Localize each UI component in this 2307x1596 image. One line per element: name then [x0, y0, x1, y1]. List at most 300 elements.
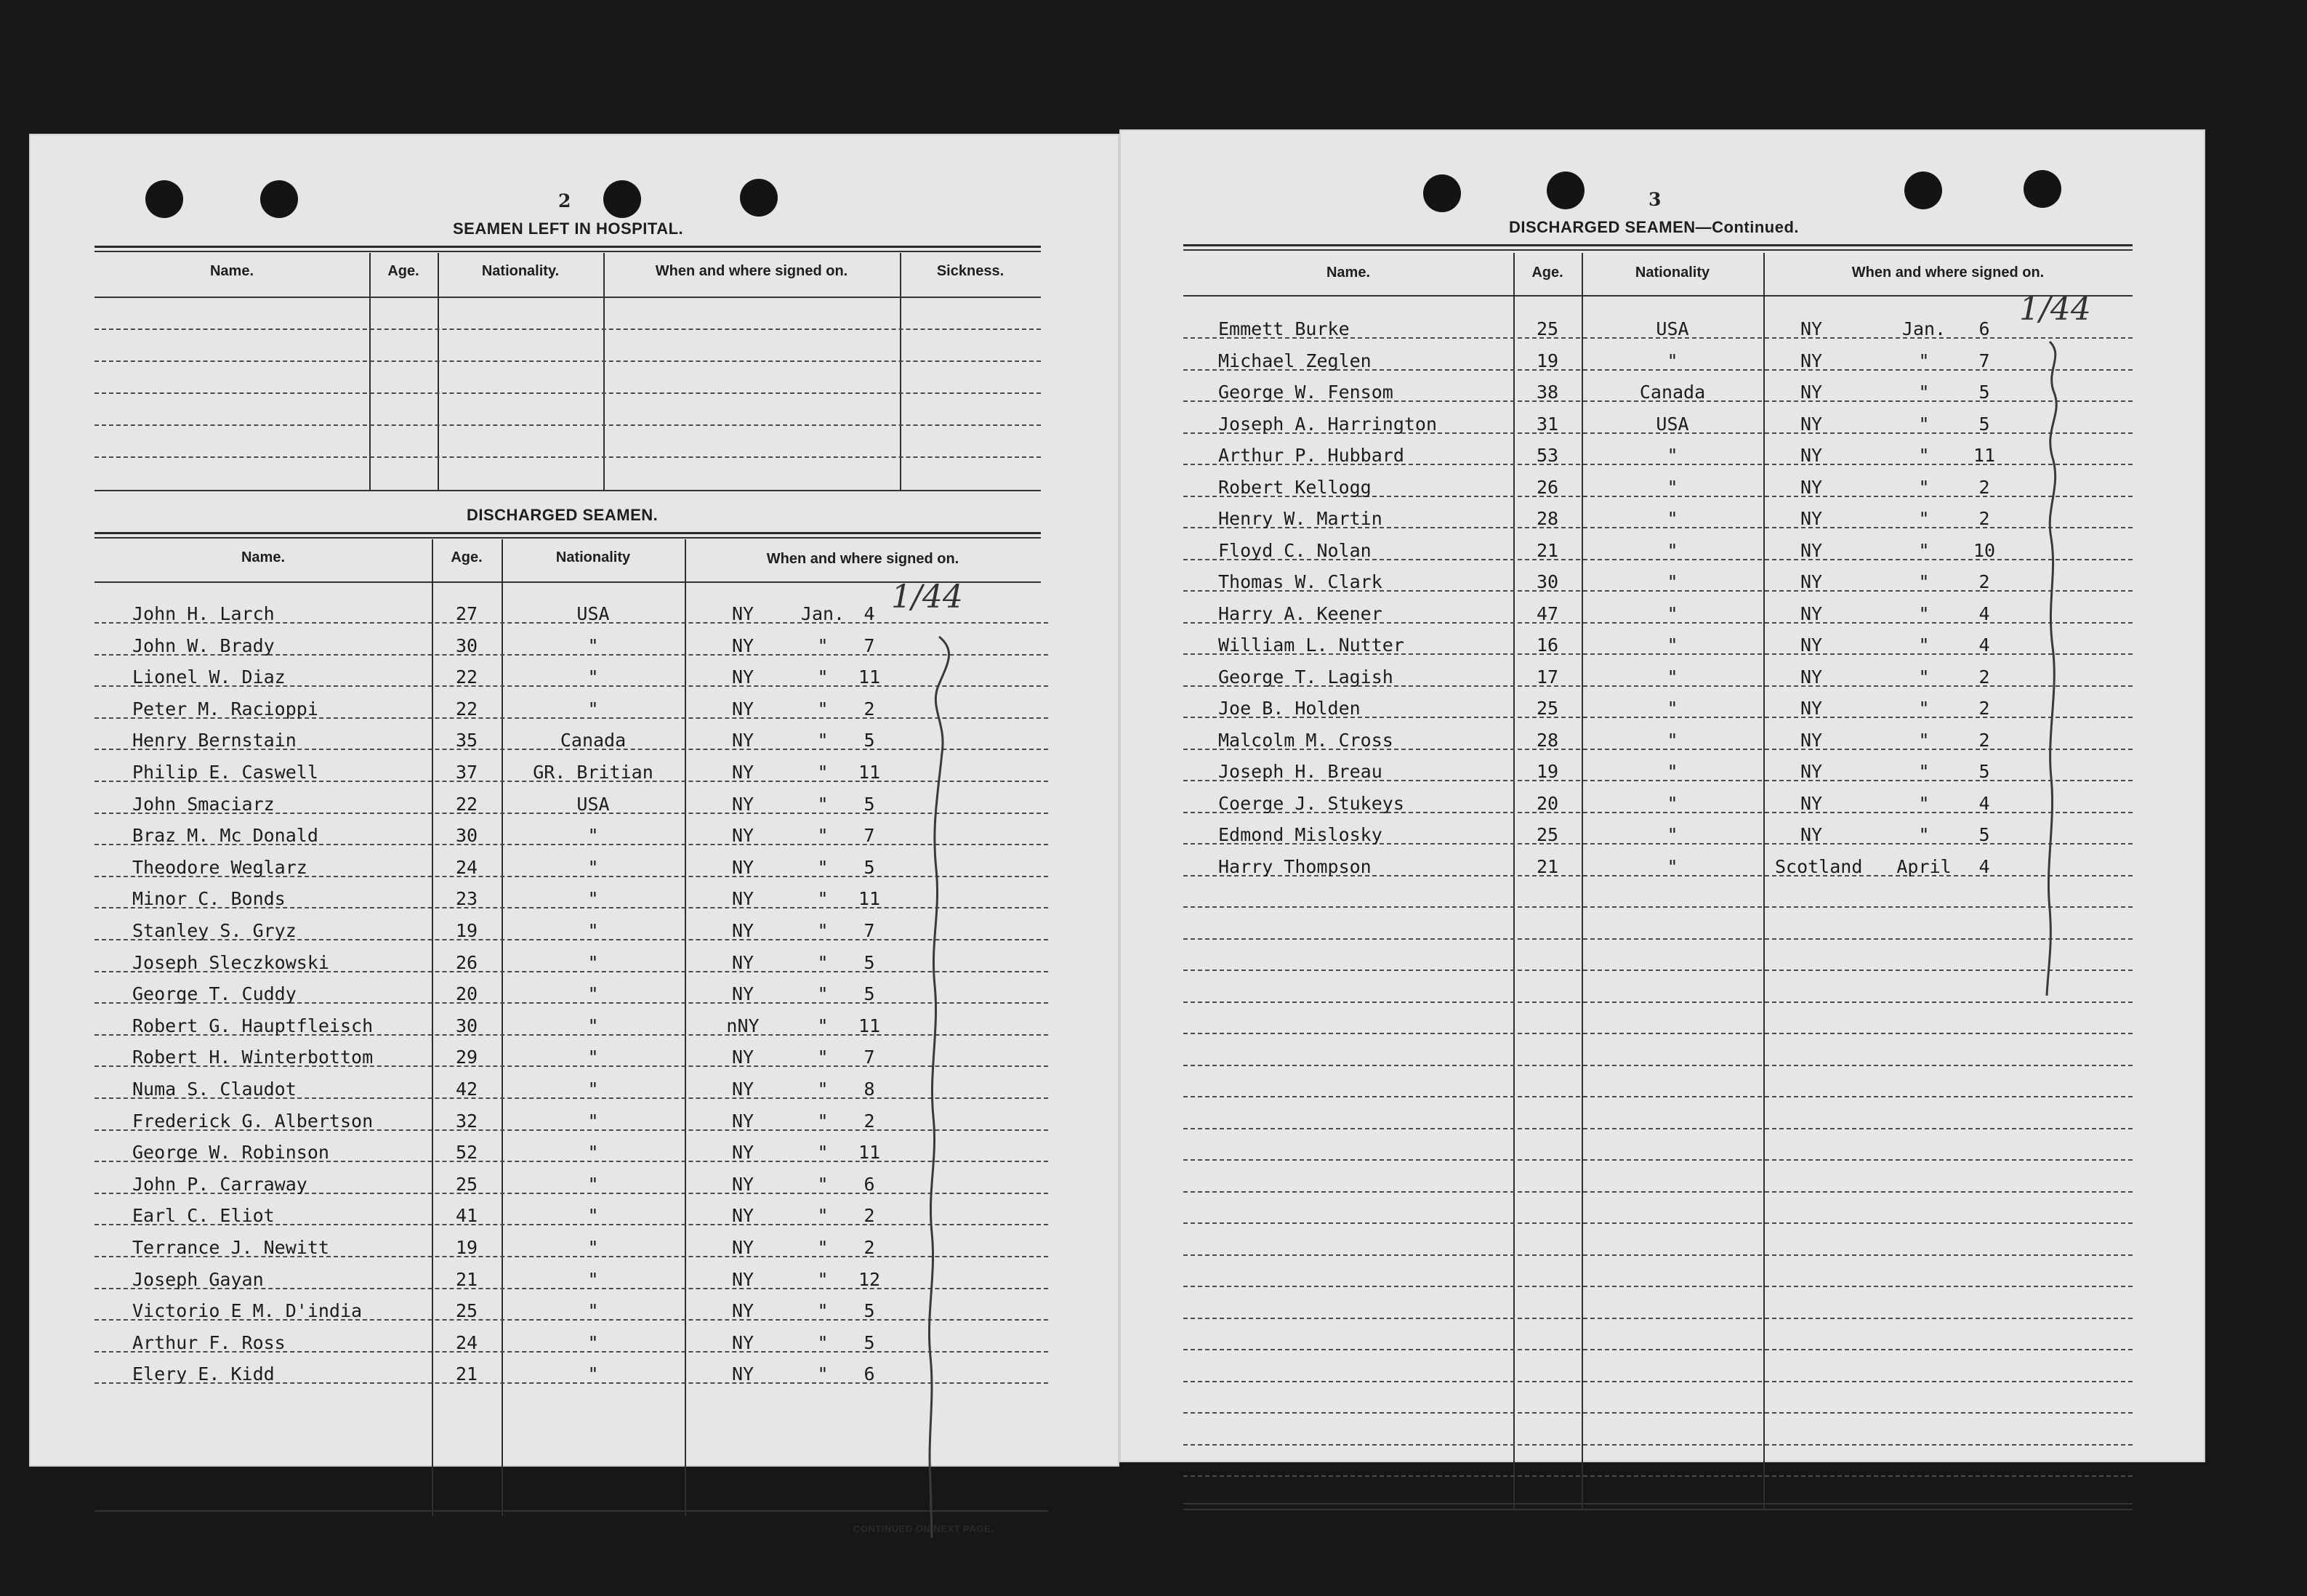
signed-on-month: " [1918, 602, 1930, 624]
signed-on-place: NY [1800, 666, 1823, 688]
column-divider [1513, 253, 1515, 1509]
seaman-nationality: " [587, 1205, 599, 1227]
seaman-age: 25 [1536, 824, 1559, 845]
signed-on-month: " [817, 951, 829, 973]
signed-on-day: 5 [863, 1331, 875, 1353]
signed-on-month: " [817, 888, 829, 910]
signed-on-day: 12 [858, 1268, 881, 1290]
signed-on-month: " [1918, 413, 1930, 435]
seaman-nationality: " [587, 1079, 599, 1100]
signed-on-place: NY [1800, 318, 1823, 339]
table-top-rule [1183, 249, 2133, 251]
seaman-nationality: " [1667, 539, 1678, 561]
seaman-name: Arthur P. Hubbard [1218, 445, 1404, 466]
continued-header-name: Name. [1326, 265, 1371, 281]
discharged-header-signed-on: When and where signed on. [766, 551, 959, 567]
seaman-name: John W. Brady [132, 634, 275, 656]
signed-on-place: NY [1800, 698, 1823, 719]
seaman-nationality: " [587, 920, 599, 941]
signed-on-day: 11 [858, 1142, 881, 1164]
seaman-name: Peter M. Racioppi [132, 698, 318, 720]
seaman-age: 24 [455, 856, 478, 878]
seaman-name: Joseph A. Harrington [1218, 413, 1438, 435]
signed-on-month: " [1918, 729, 1930, 751]
signed-on-day: 5 [1978, 761, 1990, 782]
signed-on-month: " [817, 1173, 829, 1195]
punch-hole [2024, 170, 2061, 208]
seaman-name: Victorio E M. D'india [132, 1300, 363, 1322]
header-rule [1183, 295, 2133, 297]
signed-on-place: NY [731, 1237, 754, 1258]
signed-on-month: " [1918, 761, 1930, 782]
table-top-rule [94, 246, 1041, 248]
ruled-line [1183, 1254, 2133, 1256]
signed-on-place: NY [1800, 445, 1823, 466]
seaman-nationality: " [1667, 350, 1678, 371]
signed-on-place: nNY [726, 1015, 760, 1036]
seaman-name: Arthur F. Ross [132, 1331, 286, 1353]
seaman-nationality: " [587, 1268, 599, 1290]
page-number: 3 [1648, 189, 1662, 210]
punch-hole [145, 180, 183, 218]
seaman-name: Robert G. Hauptfleisch [132, 1015, 374, 1036]
seaman-nationality: " [1667, 445, 1678, 466]
seaman-name: Numa S. Claudot [132, 1079, 297, 1100]
seaman-name: Henry Bernstain [132, 730, 297, 751]
signed-on-place: NY [731, 1110, 754, 1132]
punch-hole [1904, 172, 1942, 209]
seaman-age: 25 [455, 1173, 478, 1195]
signed-on-place: NY [1800, 508, 1823, 529]
hospital-header-name: Name. [209, 263, 254, 279]
seaman-name: Frederick G. Albertson [132, 1110, 374, 1132]
seaman-nationality: " [587, 1173, 599, 1195]
signed-on-month: " [817, 1142, 829, 1164]
ruled-line [1183, 1381, 2133, 1382]
seaman-nationality: " [1667, 508, 1678, 529]
signed-on-month: Jan. [800, 603, 845, 624]
column-divider [900, 253, 901, 491]
seaman-age: 22 [455, 666, 478, 688]
signed-on-place: NY [1800, 729, 1823, 751]
signed-on-month: " [817, 1331, 829, 1353]
signed-on-place: NY [731, 603, 754, 624]
signed-on-month: " [817, 920, 829, 941]
right-page [1121, 131, 2204, 1461]
page-number: 2 [558, 190, 571, 211]
seaman-age: 28 [1536, 508, 1559, 529]
signed-on-place: NY [1800, 634, 1823, 656]
seaman-nationality: " [1667, 824, 1678, 845]
signed-on-month: " [1918, 382, 1930, 403]
table-bottom-rule [1183, 1503, 2133, 1504]
seaman-name: Joseph Sleczkowski [132, 951, 329, 973]
signed-on-day: 7 [863, 634, 875, 656]
ruled-line [1183, 1096, 2133, 1097]
seaman-nationality: " [587, 1142, 599, 1164]
signed-on-month: " [1918, 476, 1930, 498]
seaman-name: Earl C. Eliot [132, 1205, 275, 1227]
ruled-line [94, 392, 1041, 394]
signed-on-month: " [817, 1110, 829, 1132]
hospital-header-signed-on: When and where signed on. [655, 263, 848, 279]
discharged-header-name: Name. [241, 549, 286, 565]
table-top-rule [94, 532, 1041, 534]
hospital-header-nationality: Nationality. [481, 263, 560, 279]
seaman-nationality: " [1667, 792, 1678, 814]
seaman-name: John Smaciarz [132, 793, 275, 815]
seaman-age: 17 [1536, 666, 1559, 688]
ruled-line [94, 456, 1041, 458]
signed-on-place: NY [731, 1300, 754, 1322]
signed-on-month: " [817, 698, 829, 720]
signed-on-day: 4 [1978, 792, 1990, 814]
seaman-nationality: " [1667, 729, 1678, 751]
signed-on-month: " [1918, 824, 1930, 845]
signed-on-day: 2 [1978, 571, 1990, 592]
signed-on-day: 5 [863, 793, 875, 815]
signed-on-place: NY [731, 634, 754, 656]
seaman-nationality: Canada [1639, 382, 1706, 403]
signed-on-place: NY [1800, 476, 1823, 498]
signed-on-place: NY [731, 698, 754, 720]
signed-on-place: NY [1800, 571, 1823, 592]
seaman-name: Joseph Gayan [132, 1268, 264, 1290]
punch-hole [740, 179, 778, 217]
signed-on-month: " [817, 634, 829, 656]
header-rule [94, 297, 1041, 298]
signed-on-day: 2 [863, 1110, 875, 1132]
signed-on-day: 4 [1978, 634, 1990, 656]
table-bottom-rule [94, 1510, 1048, 1512]
seaman-nationality: " [587, 856, 599, 878]
signed-on-month: " [817, 1079, 829, 1100]
signed-on-month: " [817, 1300, 829, 1322]
signed-on-day: 5 [863, 730, 875, 751]
ruled-line [1183, 1128, 2133, 1129]
signed-on-place: NY [731, 825, 754, 847]
handwritten-date-note: 1/44 [891, 579, 963, 616]
ruled-line [1183, 1318, 2133, 1319]
seaman-name: George W. Robinson [132, 1142, 329, 1164]
discharged-header-nationality: Nationality [555, 549, 631, 565]
seaman-name: Joseph H. Breau [1218, 761, 1382, 782]
signed-on-place: NY [731, 920, 754, 941]
column-divider [438, 253, 439, 491]
seaman-age: 19 [455, 1237, 478, 1258]
seaman-name: George W. Fensom [1218, 382, 1393, 403]
ruled-line [1183, 1191, 2133, 1193]
signed-on-place: NY [731, 730, 754, 751]
seaman-name: Emmett Burke [1218, 318, 1350, 339]
seaman-age: 19 [1536, 761, 1559, 782]
table-top-rule [1183, 244, 2133, 246]
signed-on-day: 2 [1978, 729, 1990, 751]
ruled-line [1183, 1222, 2133, 1224]
seaman-age: 20 [1536, 792, 1559, 814]
seaman-nationality: " [1667, 698, 1678, 719]
seaman-age: 25 [1536, 318, 1559, 339]
signed-on-place: NY [731, 1205, 754, 1227]
signed-on-day: 5 [863, 983, 875, 1005]
seaman-nationality: " [587, 1110, 599, 1132]
seaman-age: 30 [455, 825, 478, 847]
signed-on-day: 2 [1978, 698, 1990, 719]
signed-on-place: NY [731, 1079, 754, 1100]
signed-on-day: 2 [863, 1237, 875, 1258]
table-top-rule [94, 537, 1041, 539]
signed-on-day: 6 [1978, 318, 1990, 339]
seaman-age: 28 [1536, 729, 1559, 751]
signed-on-place: NY [731, 762, 754, 783]
signed-on-day: 11 [1973, 445, 1996, 466]
seaman-nationality: " [1667, 571, 1678, 592]
seaman-name: William L. Nutter [1218, 634, 1404, 656]
signed-on-day: 5 [1978, 824, 1990, 845]
seaman-name: Braz M. Mc Donald [132, 825, 318, 847]
seaman-age: 30 [455, 634, 478, 656]
seaman-nationality: " [587, 1047, 599, 1068]
continued-footer: CONTINUED ON NEXT PAGE. [853, 1523, 994, 1534]
seaman-age: 42 [455, 1079, 478, 1100]
ruled-line [94, 329, 1041, 330]
seaman-name: Stanley S. Gryz [132, 920, 297, 941]
seaman-age: 29 [455, 1047, 478, 1068]
signed-on-day: 5 [1978, 382, 1990, 403]
seaman-name: Edmond Mislosky [1218, 824, 1382, 845]
signed-on-month: " [1918, 666, 1930, 688]
signed-on-place: NY [731, 951, 754, 973]
signed-on-month: " [1918, 539, 1930, 561]
column-divider [369, 253, 371, 491]
table-bottom-rule [94, 490, 1041, 491]
signed-on-place: NY [731, 1268, 754, 1290]
seaman-nationality: " [587, 1300, 599, 1322]
signed-on-day: 5 [863, 951, 875, 973]
signed-on-day: 5 [1978, 413, 1990, 435]
signed-on-month: " [817, 983, 829, 1005]
seaman-age: 22 [455, 698, 478, 720]
signed-on-month: " [817, 1015, 829, 1036]
signed-on-day: 2 [1978, 508, 1990, 529]
ruled-line [1183, 1412, 2133, 1414]
seaman-name: Malcolm M. Cross [1218, 729, 1393, 751]
signed-on-day: 7 [1978, 350, 1990, 371]
signed-on-month: " [817, 762, 829, 783]
seaman-nationality: " [587, 825, 599, 847]
signed-on-month: " [817, 856, 829, 878]
seaman-nationality: " [1667, 476, 1678, 498]
seaman-age: 47 [1536, 602, 1559, 624]
seaman-nationality: USA [1656, 318, 1689, 339]
seaman-age: 21 [455, 1363, 478, 1385]
ruled-line [1183, 906, 2133, 908]
seaman-age: 26 [1536, 476, 1559, 498]
signed-on-place: NY [731, 856, 754, 878]
signed-on-day: 11 [858, 666, 881, 688]
seaman-age: 41 [455, 1205, 478, 1227]
seaman-age: 22 [455, 793, 478, 815]
signed-on-month: April [1896, 855, 1952, 877]
signed-on-day: 6 [863, 1173, 875, 1195]
seaman-age: 25 [455, 1300, 478, 1322]
signed-on-day: 6 [863, 1363, 875, 1385]
discharged-continued-title: DISCHARGED SEAMEN—Continued. [1509, 218, 1799, 236]
seaman-age: 21 [455, 1268, 478, 1290]
signed-on-place: NY [1800, 382, 1823, 403]
seaman-name: John H. Larch [132, 603, 275, 624]
seaman-name: Harry A. Keener [1218, 602, 1382, 624]
hospital-header-sickness: Sickness. [936, 263, 1004, 279]
continued-header-signed-on: When and where signed on. [1851, 265, 2045, 281]
signed-on-place: NY [731, 983, 754, 1005]
ruled-line [94, 360, 1041, 362]
seaman-nationality: " [1667, 666, 1678, 688]
seaman-age: 37 [455, 762, 478, 783]
seaman-nationality: USA [576, 793, 610, 815]
signed-on-day: 11 [858, 888, 881, 910]
ruled-line [1183, 1033, 2133, 1034]
signed-on-day: 11 [858, 762, 881, 783]
signed-on-month: " [817, 1363, 829, 1385]
signed-on-place: NY [731, 1142, 754, 1164]
column-divider [1582, 253, 1583, 1509]
seaman-age: 19 [455, 920, 478, 941]
seaman-age: 21 [1536, 855, 1559, 877]
column-divider [1763, 253, 1765, 1509]
seaman-age: 38 [1536, 382, 1559, 403]
seaman-name: Harry Thompson [1218, 855, 1372, 877]
signed-on-month: " [817, 1268, 829, 1290]
ruled-line [1183, 1444, 2133, 1446]
signed-on-month: " [817, 730, 829, 751]
ruled-line [1183, 970, 2133, 971]
seaman-nationality: " [587, 666, 599, 688]
seaman-nationality: " [587, 888, 599, 910]
signed-on-month: " [817, 1047, 829, 1068]
ruled-line [1183, 1286, 2133, 1287]
left-page [31, 135, 1118, 1534]
table-top-rule [94, 251, 1041, 252]
seaman-name: George T. Lagish [1218, 666, 1393, 688]
signed-on-month: " [1918, 350, 1930, 371]
seaman-nationality: " [587, 1331, 599, 1353]
seaman-nationality: " [587, 1363, 599, 1385]
seaman-age: 26 [455, 951, 478, 973]
signed-on-place: NY [1800, 792, 1823, 814]
seaman-age: 24 [455, 1331, 478, 1353]
seaman-name: John P. Carraway [132, 1173, 307, 1195]
seaman-age: 23 [455, 888, 478, 910]
handwritten-bracket-line [925, 637, 968, 1538]
seaman-age: 35 [455, 730, 478, 751]
signed-on-place: Scotland [1775, 855, 1863, 877]
seaman-name: Henry W. Martin [1218, 508, 1382, 529]
signed-on-day: 2 [1978, 476, 1990, 498]
seaman-nationality: Canada [560, 730, 627, 751]
seaman-age: 25 [1536, 698, 1559, 719]
signed-on-place: NY [731, 1047, 754, 1068]
signed-on-day: 7 [863, 825, 875, 847]
seaman-name: Terrance J. Newitt [132, 1237, 329, 1258]
ruled-line [1183, 1001, 2133, 1003]
ruled-line [1183, 1349, 2133, 1350]
signed-on-day: 2 [863, 1205, 875, 1227]
seaman-nationality: " [587, 951, 599, 973]
seaman-name: Coerge J. Stukeys [1218, 792, 1404, 814]
signed-on-day: 2 [863, 698, 875, 720]
signed-on-place: NY [1800, 539, 1823, 561]
seaman-nationality: " [587, 698, 599, 720]
seaman-name: Minor C. Bonds [132, 888, 286, 910]
seaman-age: 20 [455, 983, 478, 1005]
seaman-nationality: GR. Britian [533, 762, 653, 783]
signed-on-month: " [1918, 792, 1930, 814]
signed-on-day: 5 [863, 1300, 875, 1322]
seaman-nationality: " [1667, 634, 1678, 656]
discharged-header-age: Age. [451, 549, 483, 565]
seaman-age: 19 [1536, 350, 1559, 371]
signed-on-place: NY [1800, 350, 1823, 371]
signed-on-day: 2 [1978, 666, 1990, 688]
seaman-name: George T. Cuddy [132, 983, 297, 1005]
ruled-line [1183, 938, 2133, 940]
seaman-name: Robert H. Winterbottom [132, 1047, 374, 1068]
handwritten-bracket-line [2038, 342, 2074, 996]
signed-on-place: NY [1800, 761, 1823, 782]
signed-on-place: NY [731, 793, 754, 815]
ruled-line [1183, 1159, 2133, 1161]
signed-on-month: " [817, 1205, 829, 1227]
signed-on-month: " [1918, 508, 1930, 529]
signed-on-month: " [1918, 571, 1930, 592]
seaman-nationality: " [587, 983, 599, 1005]
continued-header-nationality: Nationality [1635, 265, 1710, 281]
seaman-nationality: " [1667, 761, 1678, 782]
seaman-nationality: USA [576, 603, 610, 624]
signed-on-month: " [1918, 634, 1930, 656]
seaman-age: 31 [1536, 413, 1559, 435]
seaman-name: Theodore Weglarz [132, 856, 307, 878]
seaman-age: 30 [1536, 571, 1559, 592]
seaman-name: Lionel W. Diaz [132, 666, 286, 688]
continued-header-age: Age. [1531, 265, 1563, 281]
seaman-name: Elery E. Kidd [132, 1363, 275, 1385]
seaman-age: 16 [1536, 634, 1559, 656]
signed-on-day: 4 [863, 603, 875, 624]
ruled-line [1183, 1475, 2133, 1477]
discharged-section-title: DISCHARGED SEAMEN. [467, 506, 659, 524]
seaman-name: Philip E. Caswell [132, 762, 318, 783]
signed-on-month: " [817, 1237, 829, 1258]
seaman-name: Robert Kellogg [1218, 476, 1372, 498]
seaman-nationality: " [1667, 855, 1678, 877]
punch-hole [603, 180, 641, 218]
seaman-nationality: " [587, 1015, 599, 1036]
table-bottom-rule [1183, 1509, 2133, 1510]
signed-on-day: 10 [1973, 539, 1996, 561]
signed-on-month: " [817, 666, 829, 688]
seaman-nationality: USA [1656, 413, 1689, 435]
handwritten-date-note: 1/44 [2019, 291, 2091, 328]
signed-on-place: NY [731, 1173, 754, 1195]
column-divider [603, 253, 605, 491]
seaman-age: 27 [455, 603, 478, 624]
signed-on-month: " [1918, 445, 1930, 466]
signed-on-place: NY [1800, 602, 1823, 624]
signed-on-month: " [817, 793, 829, 815]
ruled-line [1183, 1065, 2133, 1066]
